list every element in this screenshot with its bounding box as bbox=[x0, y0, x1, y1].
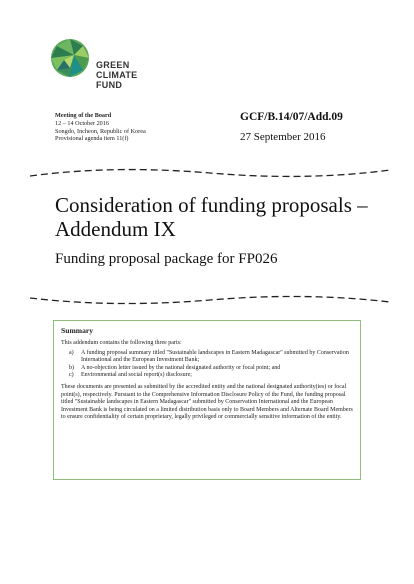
document-id: GCF/B.14/07/Add.09 bbox=[240, 111, 343, 123]
document-info bbox=[240, 110, 390, 144]
summary-paragraph: These documents are presented as submitted by the accredited entity and the national designated authority(ies) or focal point(s), respectively. Pursuant to the Comprehensive Information Disclosure Policy of the Fund, the funding proposal titled "Sustainable landscapes in Eastern Madagascar" submitted by Conservation International and the European Investment Bank is being circulated on a limited distribution basis only to Board Members and Alternate Board Members to ensure confidentiality of certain proprietary, legally privileged or commercially sensitive information of the entity. bbox=[61, 383, 353, 421]
logo-wordmark bbox=[96, 60, 137, 90]
summary-heading: Summary bbox=[61, 326, 94, 335]
list-item-text: A funding proposal summary titled "Sustainable landscapes in Eastern Madagascar" submitted by Conservation International and the European Investment Bank; bbox=[81, 349, 349, 364]
summary-list bbox=[61, 350, 353, 380]
meeting-location: Songdo, Incheon, Republic of Korea bbox=[55, 127, 146, 135]
top-wave-divider bbox=[30, 166, 390, 180]
meeting-dates: 12 – 14 October 2016 bbox=[55, 119, 109, 127]
list-marker: a) bbox=[69, 349, 74, 356]
logo-line-2: CLIMATE bbox=[96, 70, 138, 80]
list-item-text: A no-objection letter issued by the national designated authority or focal point; and bbox=[81, 364, 281, 371]
logo-line-1: GREEN bbox=[96, 60, 130, 70]
logo-line-3: FUND bbox=[96, 80, 123, 90]
meeting-info bbox=[55, 112, 215, 143]
meeting-title: Meeting of the Board bbox=[55, 112, 112, 119]
list-marker: c) bbox=[69, 372, 74, 379]
summary-box bbox=[53, 320, 361, 480]
list-marker: b) bbox=[69, 364, 74, 371]
green-climate-fund-globe-icon bbox=[50, 38, 90, 78]
list-item bbox=[61, 372, 353, 380]
list-item bbox=[61, 350, 353, 365]
document-date: 27 September 2016 bbox=[240, 131, 326, 143]
page-subtitle: Funding proposal package for FP026 bbox=[55, 251, 278, 267]
bottom-wave-divider bbox=[30, 293, 390, 307]
summary-intro: This addendum contains the following three parts: bbox=[61, 340, 182, 346]
page-title: Consideration of funding proposals – Addendum IX bbox=[55, 193, 368, 241]
list-item-text: Environmental and social report(s) disclosure; bbox=[81, 372, 192, 379]
meeting-agenda: Provisional agenda item 11(f) bbox=[55, 135, 129, 143]
